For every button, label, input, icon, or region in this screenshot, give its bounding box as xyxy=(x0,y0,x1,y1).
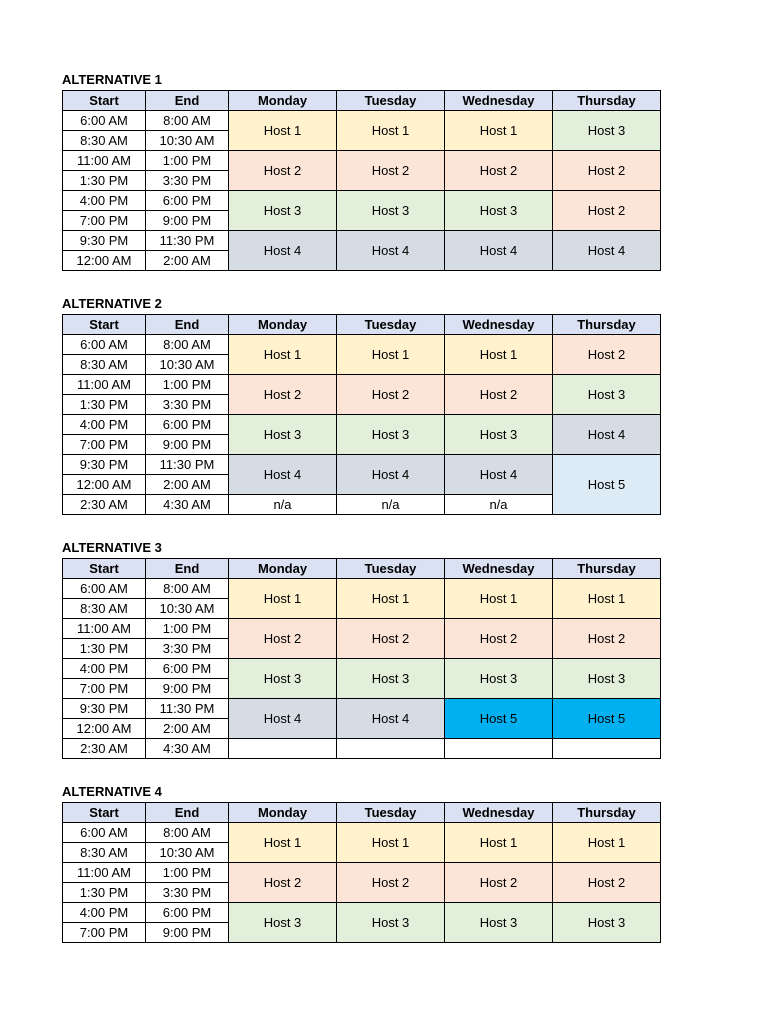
host-cell: Host 1 xyxy=(445,579,553,619)
host-cell: Host 2 xyxy=(337,863,445,903)
table-row xyxy=(63,579,661,599)
end-time: 6:00 PM xyxy=(146,903,229,923)
host-cell: Host 5 xyxy=(445,699,553,739)
start-time: 6:00 AM xyxy=(63,579,146,599)
end-time: 9:00 PM xyxy=(146,923,229,943)
end-time: 10:30 AM xyxy=(146,131,229,151)
header-row xyxy=(63,315,661,335)
start-time: 7:00 PM xyxy=(63,679,146,699)
end-header: End xyxy=(146,803,229,823)
end-time: 10:30 AM xyxy=(146,355,229,375)
start-time: 7:00 PM xyxy=(63,435,146,455)
host-cell: Host 2 xyxy=(337,151,445,191)
host-cell: Host 3 xyxy=(445,415,553,455)
host-cell: Host 4 xyxy=(337,699,445,739)
host-cell: Host 3 xyxy=(229,415,337,455)
start-time: 9:30 PM xyxy=(63,455,146,475)
start-time: 4:00 PM xyxy=(63,903,146,923)
start-time: 8:30 AM xyxy=(63,355,146,375)
host-cell: Host 2 xyxy=(229,619,337,659)
empty-cell xyxy=(229,739,337,759)
table-row xyxy=(63,659,661,679)
end-time: 4:30 AM xyxy=(146,495,229,515)
start-header: Start xyxy=(63,315,146,335)
host-cell: Host 2 xyxy=(445,151,553,191)
na-cell: n/a xyxy=(337,495,445,515)
table-row xyxy=(63,699,661,719)
start-time: 7:00 PM xyxy=(63,923,146,943)
host-cell: Host 1 xyxy=(337,823,445,863)
end-time: 8:00 AM xyxy=(146,335,229,355)
empty-cell xyxy=(553,739,661,759)
start-time: 4:00 PM xyxy=(63,415,146,435)
host-cell: Host 5 xyxy=(553,699,661,739)
start-time: 11:00 AM xyxy=(63,619,146,639)
start-time: 2:30 AM xyxy=(63,739,146,759)
wednesday-header: Wednesday xyxy=(445,315,553,335)
host-cell: Host 1 xyxy=(553,579,661,619)
end-time: 2:00 AM xyxy=(146,475,229,495)
table-row xyxy=(63,335,661,355)
header-row xyxy=(63,803,661,823)
host-cell: Host 4 xyxy=(445,455,553,495)
host-cell: Host 5 xyxy=(553,455,661,515)
tuesday-header: Tuesday xyxy=(337,91,445,111)
host-cell: Host 3 xyxy=(229,191,337,231)
start-time: 12:00 AM xyxy=(63,475,146,495)
host-cell: Host 4 xyxy=(229,231,337,271)
end-time: 1:00 PM xyxy=(146,863,229,883)
host-cell: Host 4 xyxy=(337,231,445,271)
table-row xyxy=(63,739,661,759)
start-time: 1:30 PM xyxy=(63,639,146,659)
host-cell: Host 1 xyxy=(229,335,337,375)
header-row xyxy=(63,91,661,111)
monday-header: Monday xyxy=(229,803,337,823)
end-time: 11:30 PM xyxy=(146,699,229,719)
end-time: 11:30 PM xyxy=(146,455,229,475)
start-time: 9:30 PM xyxy=(63,231,146,251)
start-header: Start xyxy=(63,91,146,111)
tuesday-header: Tuesday xyxy=(337,315,445,335)
host-cell: Host 4 xyxy=(553,415,661,455)
host-cell: Host 2 xyxy=(229,151,337,191)
thursday-header: Thursday xyxy=(553,803,661,823)
host-cell: Host 3 xyxy=(229,659,337,699)
start-time: 1:30 PM xyxy=(63,883,146,903)
alternative-1-section xyxy=(62,72,661,271)
host-cell: Host 2 xyxy=(553,335,661,375)
start-header: Start xyxy=(63,803,146,823)
start-time: 1:30 PM xyxy=(63,395,146,415)
end-time: 8:00 AM xyxy=(146,111,229,131)
host-cell: Host 1 xyxy=(445,111,553,151)
table-row xyxy=(63,231,661,251)
schedule-table xyxy=(62,90,661,271)
alternative-3-section xyxy=(62,540,661,759)
schedule-table xyxy=(62,802,661,943)
host-cell: Host 2 xyxy=(229,375,337,415)
host-cell: Host 2 xyxy=(553,191,661,231)
host-cell: Host 3 xyxy=(337,903,445,943)
end-time: 6:00 PM xyxy=(146,191,229,211)
wednesday-header: Wednesday xyxy=(445,559,553,579)
end-time: 8:00 AM xyxy=(146,823,229,843)
host-cell: Host 2 xyxy=(337,375,445,415)
start-time: 7:00 PM xyxy=(63,211,146,231)
start-time: 2:30 AM xyxy=(63,495,146,515)
host-cell: Host 1 xyxy=(553,823,661,863)
host-cell: Host 1 xyxy=(229,823,337,863)
host-cell: Host 3 xyxy=(445,903,553,943)
end-time: 9:00 PM xyxy=(146,435,229,455)
end-time: 6:00 PM xyxy=(146,415,229,435)
empty-cell xyxy=(445,739,553,759)
alternative-title: ALTERNATIVE 1 xyxy=(62,72,162,87)
end-time: 10:30 AM xyxy=(146,843,229,863)
table-row xyxy=(63,415,661,435)
start-time: 11:00 AM xyxy=(63,375,146,395)
host-cell: Host 3 xyxy=(553,111,661,151)
host-cell: Host 2 xyxy=(445,863,553,903)
end-time: 2:00 AM xyxy=(146,719,229,739)
table-row xyxy=(63,151,661,171)
host-cell: Host 3 xyxy=(445,659,553,699)
na-cell: n/a xyxy=(445,495,553,515)
start-time: 8:30 AM xyxy=(63,131,146,151)
monday-header: Monday xyxy=(229,315,337,335)
alternative-title: ALTERNATIVE 4 xyxy=(62,784,162,799)
end-time: 2:00 AM xyxy=(146,251,229,271)
alternative-title: ALTERNATIVE 3 xyxy=(62,540,162,555)
host-cell: Host 1 xyxy=(337,111,445,151)
end-time: 3:30 PM xyxy=(146,639,229,659)
end-time: 1:00 PM xyxy=(146,375,229,395)
end-time: 9:00 PM xyxy=(146,679,229,699)
host-cell: Host 4 xyxy=(229,455,337,495)
wednesday-header: Wednesday xyxy=(445,91,553,111)
host-cell: Host 1 xyxy=(337,579,445,619)
end-time: 1:00 PM xyxy=(146,151,229,171)
start-time: 12:00 AM xyxy=(63,251,146,271)
host-cell: Host 3 xyxy=(553,903,661,943)
end-time: 4:30 AM xyxy=(146,739,229,759)
host-cell: Host 3 xyxy=(337,659,445,699)
schedule-table xyxy=(62,558,661,759)
host-cell: Host 2 xyxy=(337,619,445,659)
end-header: End xyxy=(146,559,229,579)
start-time: 9:30 PM xyxy=(63,699,146,719)
host-cell: Host 1 xyxy=(229,111,337,151)
table-row xyxy=(63,903,661,923)
end-header: End xyxy=(146,315,229,335)
monday-header: Monday xyxy=(229,559,337,579)
end-time: 8:00 AM xyxy=(146,579,229,599)
end-time: 10:30 AM xyxy=(146,599,229,619)
start-header: Start xyxy=(63,559,146,579)
tuesday-header: Tuesday xyxy=(337,803,445,823)
host-cell: Host 4 xyxy=(553,231,661,271)
host-cell: Host 3 xyxy=(445,191,553,231)
start-time: 6:00 AM xyxy=(63,823,146,843)
tuesday-header: Tuesday xyxy=(337,559,445,579)
start-time: 4:00 PM xyxy=(63,659,146,679)
table-row xyxy=(63,619,661,639)
host-cell: Host 3 xyxy=(229,903,337,943)
start-time: 4:00 PM xyxy=(63,191,146,211)
host-cell: Host 1 xyxy=(445,335,553,375)
host-cell: Host 1 xyxy=(229,579,337,619)
header-row xyxy=(63,559,661,579)
host-cell: Host 2 xyxy=(445,375,553,415)
host-cell: Host 2 xyxy=(553,151,661,191)
start-time: 6:00 AM xyxy=(63,111,146,131)
thursday-header: Thursday xyxy=(553,559,661,579)
alternative-2-section xyxy=(62,296,661,515)
host-cell: Host 4 xyxy=(337,455,445,495)
table-row xyxy=(63,111,661,131)
host-cell: Host 2 xyxy=(445,619,553,659)
end-time: 6:00 PM xyxy=(146,659,229,679)
table-row xyxy=(63,375,661,395)
end-time: 11:30 PM xyxy=(146,231,229,251)
host-cell: Host 1 xyxy=(337,335,445,375)
table-row xyxy=(63,191,661,211)
table-row xyxy=(63,863,661,883)
end-time: 3:30 PM xyxy=(146,171,229,191)
host-cell: Host 2 xyxy=(553,619,661,659)
schedule-table xyxy=(62,314,661,515)
thursday-header: Thursday xyxy=(553,315,661,335)
host-cell: Host 3 xyxy=(337,191,445,231)
wednesday-header: Wednesday xyxy=(445,803,553,823)
host-cell: Host 2 xyxy=(229,863,337,903)
end-time: 9:00 PM xyxy=(146,211,229,231)
start-time: 1:30 PM xyxy=(63,171,146,191)
end-time: 3:30 PM xyxy=(146,883,229,903)
end-time: 1:00 PM xyxy=(146,619,229,639)
host-cell: Host 4 xyxy=(445,231,553,271)
start-time: 8:30 AM xyxy=(63,599,146,619)
start-time: 8:30 AM xyxy=(63,843,146,863)
host-cell: Host 2 xyxy=(553,863,661,903)
host-cell: Host 1 xyxy=(445,823,553,863)
empty-cell xyxy=(337,739,445,759)
na-cell: n/a xyxy=(229,495,337,515)
start-time: 12:00 AM xyxy=(63,719,146,739)
host-cell: Host 3 xyxy=(553,375,661,415)
table-row xyxy=(63,455,661,475)
monday-header: Monday xyxy=(229,91,337,111)
end-time: 3:30 PM xyxy=(146,395,229,415)
host-cell: Host 3 xyxy=(553,659,661,699)
alternative-title: ALTERNATIVE 2 xyxy=(62,296,162,311)
start-time: 11:00 AM xyxy=(63,151,146,171)
table-row xyxy=(63,823,661,843)
start-time: 6:00 AM xyxy=(63,335,146,355)
alternative-4-section xyxy=(62,784,661,943)
end-header: End xyxy=(146,91,229,111)
host-cell: Host 4 xyxy=(229,699,337,739)
start-time: 11:00 AM xyxy=(63,863,146,883)
host-cell: Host 3 xyxy=(337,415,445,455)
thursday-header: Thursday xyxy=(553,91,661,111)
